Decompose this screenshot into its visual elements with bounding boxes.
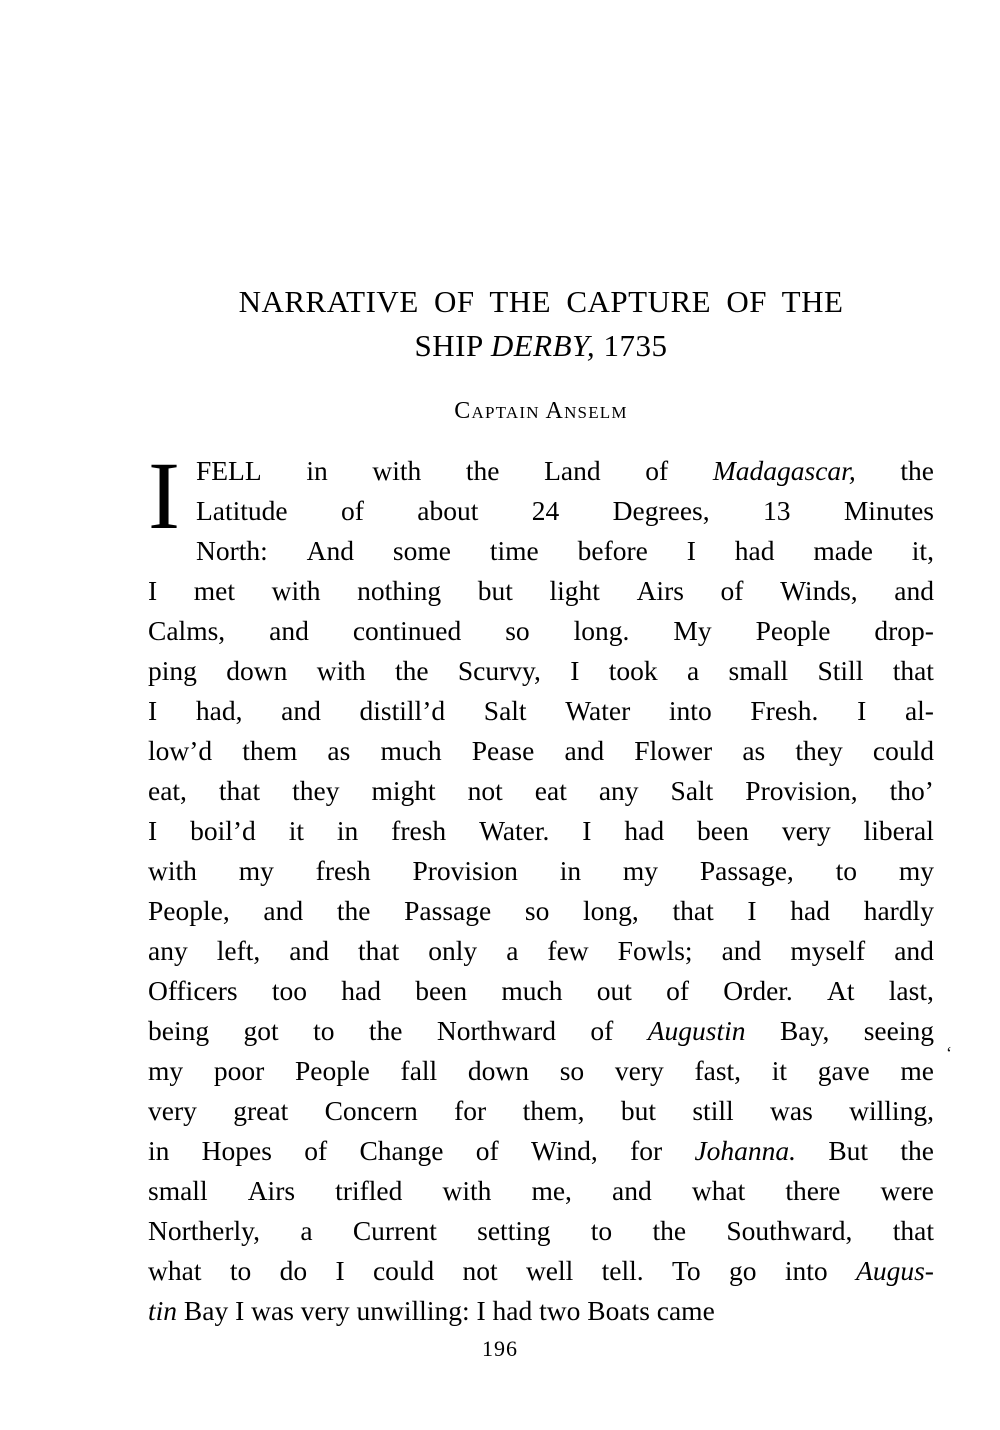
page-title <box>148 280 934 368</box>
word: very <box>614 1055 664 1087</box>
word: of <box>720 575 744 607</box>
word: been <box>415 975 468 1007</box>
title-line-1: NARRATIVE OF THE CAPTURE OF THE <box>238 284 844 319</box>
word: the <box>652 1215 687 1247</box>
text-line <box>148 651 934 691</box>
page-edge-mark: ‘ <box>946 1043 952 1063</box>
word: and <box>721 935 762 967</box>
word: some <box>392 535 451 567</box>
word: as <box>327 735 351 767</box>
text-line <box>148 691 934 731</box>
page-number: 196 <box>482 1336 518 1361</box>
word: tho’ <box>889 775 934 807</box>
word: took <box>608 655 658 687</box>
word: that <box>218 775 261 807</box>
word: two <box>539 1295 581 1327</box>
word: made <box>813 535 873 567</box>
author-byline: Captain Anselm <box>454 398 628 425</box>
word: and <box>564 735 605 767</box>
word: of <box>340 495 364 527</box>
word: myself <box>790 935 866 967</box>
word: not <box>462 1255 498 1287</box>
word: got <box>243 1015 279 1047</box>
word: last, <box>888 975 934 1007</box>
word: and <box>281 695 321 727</box>
word: the <box>900 455 934 487</box>
word: had, <box>195 695 243 727</box>
word: with <box>271 575 321 607</box>
page-body <box>148 280 934 1331</box>
word: continued <box>352 615 462 647</box>
word: Latitude <box>195 495 288 527</box>
text-line <box>148 571 934 611</box>
word: any <box>598 775 639 807</box>
word: small <box>148 1175 208 1207</box>
word: Water. <box>479 815 550 847</box>
word: But <box>828 1135 869 1167</box>
word: willing, <box>849 1095 934 1127</box>
word: that <box>892 655 934 687</box>
word: Scurvy, <box>457 655 541 687</box>
word: left, <box>216 935 261 967</box>
word: me, <box>531 1175 572 1207</box>
word: trifled <box>335 1175 403 1207</box>
text-line <box>196 531 934 571</box>
word: hardly <box>863 895 934 927</box>
word: FELL <box>195 455 262 487</box>
word: I <box>570 655 580 687</box>
word: so <box>524 895 550 927</box>
word: them, <box>522 1095 585 1127</box>
word: being <box>148 1015 210 1047</box>
word: setting <box>477 1215 551 1247</box>
word: what <box>148 1255 202 1287</box>
text-line <box>148 1131 934 1171</box>
word: had <box>492 1295 533 1327</box>
word: People, <box>148 895 230 927</box>
word: in <box>336 815 359 847</box>
word: my <box>148 1055 184 1087</box>
title-ship-word: SHIP <box>414 328 491 364</box>
word: it <box>288 815 304 847</box>
word: them <box>242 735 298 767</box>
word: came <box>656 1295 715 1327</box>
word: much <box>501 975 563 1007</box>
word: long, <box>583 895 639 927</box>
word: of <box>475 1135 499 1167</box>
text-line <box>148 1211 934 1251</box>
word: Bay, <box>779 1015 830 1047</box>
word: was <box>770 1095 813 1127</box>
word: distill’d <box>359 695 446 727</box>
word: People <box>294 1055 370 1087</box>
text-line <box>148 1251 934 1291</box>
word: a <box>686 655 700 687</box>
word: great <box>233 1095 289 1127</box>
word: gave <box>817 1055 870 1087</box>
word: were <box>880 1175 934 1207</box>
word: might <box>371 775 436 807</box>
word: could <box>872 735 934 767</box>
word: as <box>742 735 766 767</box>
text-line <box>148 731 934 771</box>
word: seeing <box>863 1015 934 1047</box>
word: Salt <box>483 695 527 727</box>
word: do <box>279 1255 308 1287</box>
word: much <box>380 735 442 767</box>
text-line <box>148 1011 934 1051</box>
word: with <box>148 855 197 887</box>
title-line-2 <box>148 324 934 368</box>
word: Flower <box>634 735 713 767</box>
word: Southward, <box>726 1215 853 1247</box>
word: unwilling: <box>356 1295 470 1327</box>
word: long. <box>573 615 630 647</box>
word: in <box>148 1135 170 1167</box>
word: of <box>666 975 690 1007</box>
word: and <box>289 935 329 967</box>
word: and <box>894 935 934 967</box>
word: of <box>304 1135 328 1167</box>
word: People <box>755 615 831 647</box>
word: Johanna. <box>694 1135 797 1167</box>
word: fresh <box>315 855 371 887</box>
word: small <box>728 655 789 687</box>
word: tell. <box>601 1255 644 1287</box>
word: before <box>577 535 648 567</box>
word: I <box>686 535 696 567</box>
word: and <box>612 1175 652 1207</box>
word: the <box>336 895 371 927</box>
word: I <box>148 815 158 847</box>
word: Passage, <box>699 855 794 887</box>
word: that <box>892 1215 934 1247</box>
word: been <box>697 815 749 847</box>
word: Fowls; <box>617 935 693 967</box>
text-line <box>148 851 934 891</box>
word: Bay <box>183 1295 229 1327</box>
word: I <box>148 575 158 607</box>
word: fast, <box>694 1055 742 1087</box>
word: so <box>505 615 530 647</box>
word: the <box>368 1015 403 1047</box>
word: Land <box>544 455 601 487</box>
word: had <box>624 815 665 847</box>
word: I <box>747 895 757 927</box>
word: what <box>691 1175 746 1207</box>
word: Order. <box>723 975 793 1007</box>
word: had <box>341 975 381 1007</box>
word: to <box>313 1015 335 1047</box>
word: Fresh. <box>750 695 819 727</box>
word: it, <box>911 535 934 567</box>
word: in <box>306 455 328 487</box>
word: Water <box>565 695 631 727</box>
word: down <box>226 655 288 687</box>
word: a <box>300 1215 313 1247</box>
word: fresh <box>391 815 447 847</box>
word: Northward <box>436 1015 557 1047</box>
word: with <box>316 655 366 687</box>
word: Change <box>359 1135 444 1167</box>
word: but <box>620 1095 656 1127</box>
word: eat <box>534 775 567 807</box>
word: I <box>476 1295 486 1327</box>
text-line <box>196 491 934 531</box>
word: the <box>394 655 429 687</box>
word: Salt <box>670 775 714 807</box>
word: too <box>271 975 307 1007</box>
word: of <box>590 1015 614 1047</box>
word: that <box>358 935 400 967</box>
text-line <box>148 1091 934 1131</box>
word: still <box>692 1095 734 1127</box>
word: eat, <box>148 775 187 807</box>
word: there <box>785 1175 841 1207</box>
word: to <box>835 855 858 887</box>
text-line <box>148 611 934 651</box>
body-paragraph <box>148 442 934 1331</box>
word: Augus- <box>856 1255 934 1287</box>
text-line <box>148 891 934 931</box>
word: Winds, <box>780 575 858 607</box>
word: Provision <box>412 855 518 887</box>
word: my <box>622 855 659 887</box>
word: well <box>525 1255 574 1287</box>
word: for <box>630 1135 663 1167</box>
word: I <box>148 695 158 727</box>
word: very <box>781 815 831 847</box>
word: Wind, <box>530 1135 598 1167</box>
word: My <box>673 615 712 647</box>
word: Concern <box>324 1095 418 1127</box>
word: to <box>590 1215 613 1247</box>
paragraph-lines <box>148 442 934 1331</box>
word: Augustin <box>647 1015 746 1047</box>
word: ping <box>148 655 197 687</box>
word: very <box>148 1095 197 1127</box>
text-line <box>148 1171 934 1211</box>
word: only <box>428 935 478 967</box>
word: Still <box>817 655 864 687</box>
word: Degrees, <box>612 495 710 527</box>
word: fall <box>400 1055 438 1087</box>
word: and <box>269 615 309 647</box>
word: had <box>790 895 830 927</box>
word: a <box>506 935 519 967</box>
word: for <box>454 1095 487 1127</box>
word: poor <box>213 1055 265 1087</box>
word: so <box>559 1055 585 1087</box>
word: Northerly, <box>148 1215 261 1247</box>
word: liberal <box>863 815 934 847</box>
word: I <box>235 1295 245 1327</box>
title-year: 1735 <box>595 328 668 364</box>
word: into <box>668 695 712 727</box>
word: al- <box>904 695 934 727</box>
word: boil’d <box>190 815 256 847</box>
word: it <box>771 1055 788 1087</box>
word: tin <box>148 1295 178 1327</box>
word: time <box>489 535 539 567</box>
word: 24 <box>531 495 560 527</box>
word: Madagascar, <box>712 455 856 487</box>
word: I <box>857 695 867 727</box>
word: my <box>238 855 274 887</box>
word: low’d <box>148 735 213 767</box>
word: me <box>900 1055 934 1087</box>
word: met <box>193 575 236 607</box>
text-line <box>196 451 934 491</box>
word: few <box>547 935 589 967</box>
word: the <box>465 455 500 487</box>
word: but <box>477 575 513 607</box>
word: Airs <box>636 575 684 607</box>
word: they <box>292 775 340 807</box>
text-line <box>148 931 934 971</box>
text-line <box>148 1051 934 1091</box>
word: North: <box>195 535 268 567</box>
word: out <box>596 975 632 1007</box>
word: Hopes <box>201 1135 272 1167</box>
word: go <box>729 1255 757 1287</box>
word: Passage <box>404 895 492 927</box>
word: light <box>549 575 600 607</box>
word: into <box>784 1255 828 1287</box>
text-line <box>148 771 934 811</box>
word: could <box>372 1255 435 1287</box>
word: To <box>672 1255 701 1287</box>
word: and <box>263 895 304 927</box>
word: nothing <box>357 575 442 607</box>
word: had <box>734 535 775 567</box>
word: Officers <box>148 975 238 1007</box>
word: about <box>417 495 479 527</box>
text-line <box>148 1291 934 1331</box>
text-line <box>148 971 934 1011</box>
word: my <box>898 855 934 887</box>
word: down <box>467 1055 530 1087</box>
word: of <box>645 455 669 487</box>
title-ship-name: DERBY, <box>490 328 596 364</box>
word: Airs <box>247 1175 296 1207</box>
word: they <box>795 735 843 767</box>
word: I <box>335 1255 345 1287</box>
word: And <box>306 535 355 567</box>
word: not <box>467 775 503 807</box>
word: to <box>229 1255 252 1287</box>
word: 13 <box>762 495 791 527</box>
word: that <box>672 895 714 927</box>
word: very <box>300 1295 350 1327</box>
word: I <box>582 815 592 847</box>
word: and <box>894 575 934 607</box>
word: with <box>442 1175 492 1207</box>
word: drop- <box>874 615 934 647</box>
word: Current <box>352 1215 437 1247</box>
word: was <box>251 1295 294 1327</box>
word: any <box>148 935 188 967</box>
word: At <box>827 975 855 1007</box>
drop-cap: I <box>148 442 180 550</box>
word: Calms, <box>148 615 226 647</box>
word: Boats <box>587 1295 650 1327</box>
word: Minutes <box>843 495 934 527</box>
word: Pease <box>471 735 535 767</box>
text-line <box>148 811 934 851</box>
word: Provision, <box>745 775 858 807</box>
word: the <box>900 1135 934 1167</box>
word: in <box>559 855 582 887</box>
word: with <box>372 455 422 487</box>
